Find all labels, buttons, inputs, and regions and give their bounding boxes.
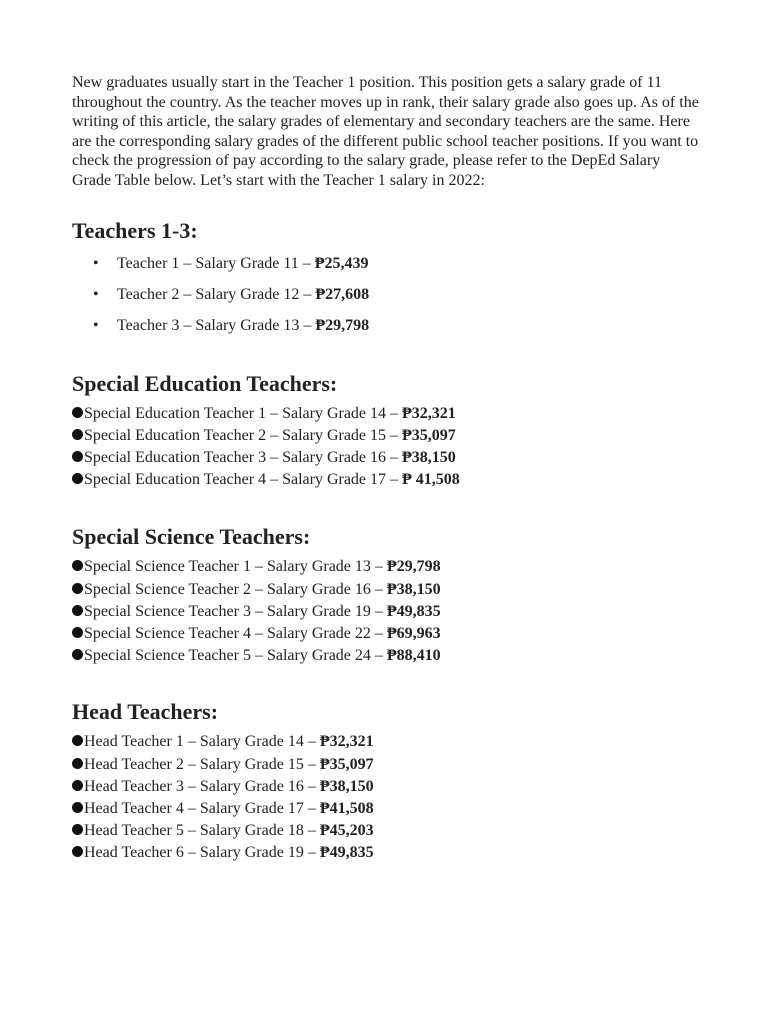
list-item: Special Education Teacher 1 – Salary Grade 14 – ₱32,321 — [72, 403, 702, 425]
list-item: Special Science Teacher 5 – Salary Grade 24 – ₱88,410 — [72, 645, 702, 667]
list-item: Special Education Teacher 3 – Salary Grade 16 – ₱38,150 — [72, 447, 702, 469]
black-circle-icon — [72, 451, 83, 462]
list-item: Special Science Teacher 4 – Salary Grade 22 – ₱69,963 — [72, 623, 702, 645]
special-education-list — [72, 403, 702, 492]
special-science-list — [72, 556, 702, 667]
head-teachers-list — [72, 731, 702, 864]
list-item: • Teacher 2 – Salary Grade 12 – ₱27,608 — [93, 285, 370, 303]
list-item: • Teacher 3 – Salary Grade 13 – ₱29,798 — [93, 316, 370, 334]
heading-special-science: Special Science Teachers: — [72, 524, 311, 550]
bullet-icon: • — [93, 254, 99, 272]
black-circle-icon — [72, 802, 83, 813]
heading-head-teachers: Head Teachers: — [72, 699, 219, 725]
list-item: Special Science Teacher 3 – Salary Grade 19 – ₱49,835 — [72, 601, 702, 623]
list-item: Head Teacher 4 – Salary Grade 17 – ₱41,508 — [72, 798, 702, 820]
intro-paragraph: New graduates usually start in the Teacher 1 position. This position gets a salary grade of 11 throughout the country. As the teacher moves up in rank, their salary grade also goes up. As of the writing of this article, the salary grades of elementary and secondary teachers are the same. Here are the corresponding salary grades of the different public school teacher positions. If you want to check the progression of pay according to the salary grade, please refer to the DepEd Salary Grade Table below. Let’s start with the Teacher 1 salary in 2022: — [72, 74, 699, 189]
black-circle-icon — [72, 824, 83, 835]
list-item: Head Teacher 3 – Salary Grade 16 – ₱38,150 — [72, 776, 702, 798]
list-item: Special Education Teacher 2 – Salary Grade 15 – ₱35,097 — [72, 425, 702, 447]
bullet-icon: • — [93, 316, 99, 334]
black-circle-icon — [72, 758, 83, 769]
teachers-list — [72, 254, 702, 335]
list-item: Head Teacher 1 – Salary Grade 14 – ₱32,321 — [72, 731, 702, 753]
black-circle-icon — [72, 583, 83, 594]
black-circle-icon — [72, 407, 83, 418]
bullet-icon: • — [93, 285, 99, 303]
black-circle-icon — [72, 605, 83, 616]
heading-teachers: Teachers 1-3: — [72, 217, 198, 243]
list-item: Head Teacher 6 – Salary Grade 19 – ₱49,835 — [72, 842, 702, 864]
black-circle-icon — [72, 429, 83, 440]
list-item: Special Education Teacher 4 – Salary Grade 17 – ₱ 41,508 — [72, 469, 702, 491]
list-item: Special Science Teacher 1 – Salary Grade 13 – ₱29,798 — [72, 556, 702, 578]
black-circle-icon — [72, 780, 83, 791]
black-circle-icon — [72, 649, 83, 660]
black-circle-icon — [72, 560, 83, 571]
heading-special-education: Special Education Teachers: — [72, 370, 338, 396]
list-item: Head Teacher 2 – Salary Grade 15 – ₱35,097 — [72, 754, 702, 776]
list-item: Special Science Teacher 2 – Salary Grade 16 – ₱38,150 — [72, 579, 702, 601]
list-item: • Teacher 1 – Salary Grade 11 – ₱25,439 — [93, 254, 369, 272]
list-item: Head Teacher 5 – Salary Grade 18 – ₱45,203 — [72, 820, 702, 842]
black-circle-icon — [72, 735, 83, 746]
black-circle-icon — [72, 846, 83, 857]
black-circle-icon — [72, 473, 83, 484]
article-body — [72, 73, 702, 865]
black-circle-icon — [72, 627, 83, 638]
